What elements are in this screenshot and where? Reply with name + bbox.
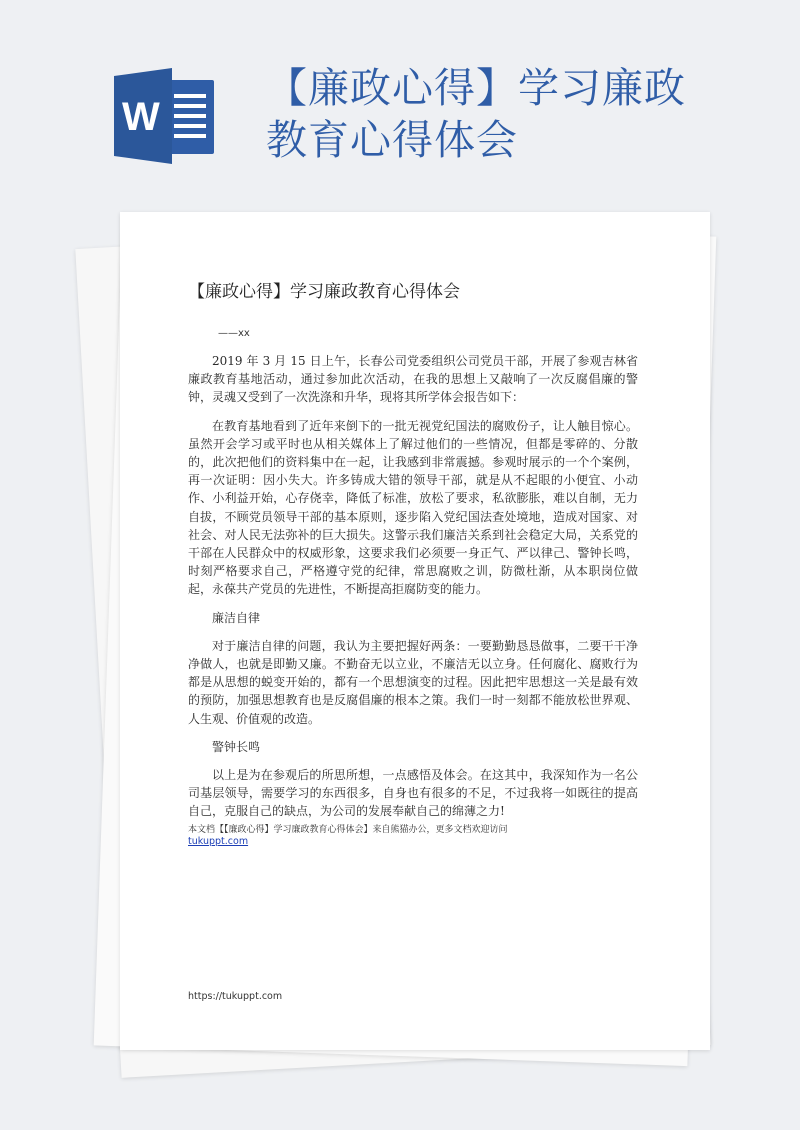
paragraph-education-base: 在教育基地看到了近年来倒下的一批无视党纪国法的腐败份子，让人触目惊心。虽然开会学习或平时也从相关媒体上了解过他们的一些情况，但都是零碎的、分散的，此次把他们的资料集中在一起，让我感到非常震撼。参观时展示的一个个案例，再一次证明：因小失大。许多铸成大错的领导干部，就是从不起眼的小便宜、小动作、小利益开始，心存侥幸，降低了标准，放松了要求，私欲膨胀，难以自制，无力自拔，不顾党员领导干部的基本原则，逐步陷入党纪国法查处境地，造成对国家、对社会、对人民无法弥补的巨大损失。这警示我们廉洁关系到社会稳定大局，关系党的干部在人民群众中的权威形象，这要求我们必须要一身正气、严以律己、警钟长鸣，时刻严格要求自己，严格遵守党的纪律，常思腐败之训，防微杜渐，从本职岗位做起，永葆共产党员的先进性，不断提高拒腐防变的能力。 [188,418,638,597]
paragraph-conclusion: 以上是为在参观后的所思所想，一点感悟及体会。在这其中，我深知作为一名公司基层领导，需要学习的东西很多，自身也有很多的不足，不过我将一如既往的提高自己，克服自己的缺点，为公司的发展奉献自己的绵薄之力! [188,768,638,819]
document-title: 【廉政心得】学习廉政教育心得体会 [188,282,460,302]
document-page [120,212,710,1050]
page-url[interactable]: https://tukuppt.com [188,991,283,1002]
banner-title [266,62,736,166]
source-note: 本文档【【廉政心得】学习廉政教育心得体会】来自熊猫办公，更多文档欢迎访问 [188,825,508,835]
document-body [188,352,638,831]
svg-text:W: W [122,95,160,139]
word-document-icon [112,66,216,166]
paragraph-intro: 2019 年 3 月 15 日上午，长春公司党委组织公司党员干部，开展了参观吉林省廉政教育基地活动，通过参加此次活动，在我的思想上又敲响了一次反腐倡廉的警钟，灵魂又受到了一次洗涤和升华，现将其所学体会报告如下： [188,354,638,405]
paragraph-integrity: 对于廉洁自律的问题，我认为主要把握好两条：一要勤勤恳恳做事，二要干干净净做人，也就是即勤又廉。不勤奋无以立业，不廉洁无以立身。任何腐化、腐败行为都是从思想的蜕变开始的，都有一个思想演变的过程。因此把牢思想这一关是最有效的预防，加强思想教育也是反腐倡廉的根本之策。我们一时一刻都不能放松世界观、人生观、价值观的改造。 [188,638,638,726]
section-heading-integrity: 廉洁自律 [212,610,261,625]
section-heading-alarm: 警钟长鸣 [212,739,261,754]
document-author: ——xx [218,328,250,339]
source-link[interactable]: tukuppt.com [188,836,249,847]
banner-title-line2: 教育心得体会 [266,116,518,164]
banner-title-line1: 【廉政心得】学习廉政 [266,64,686,112]
